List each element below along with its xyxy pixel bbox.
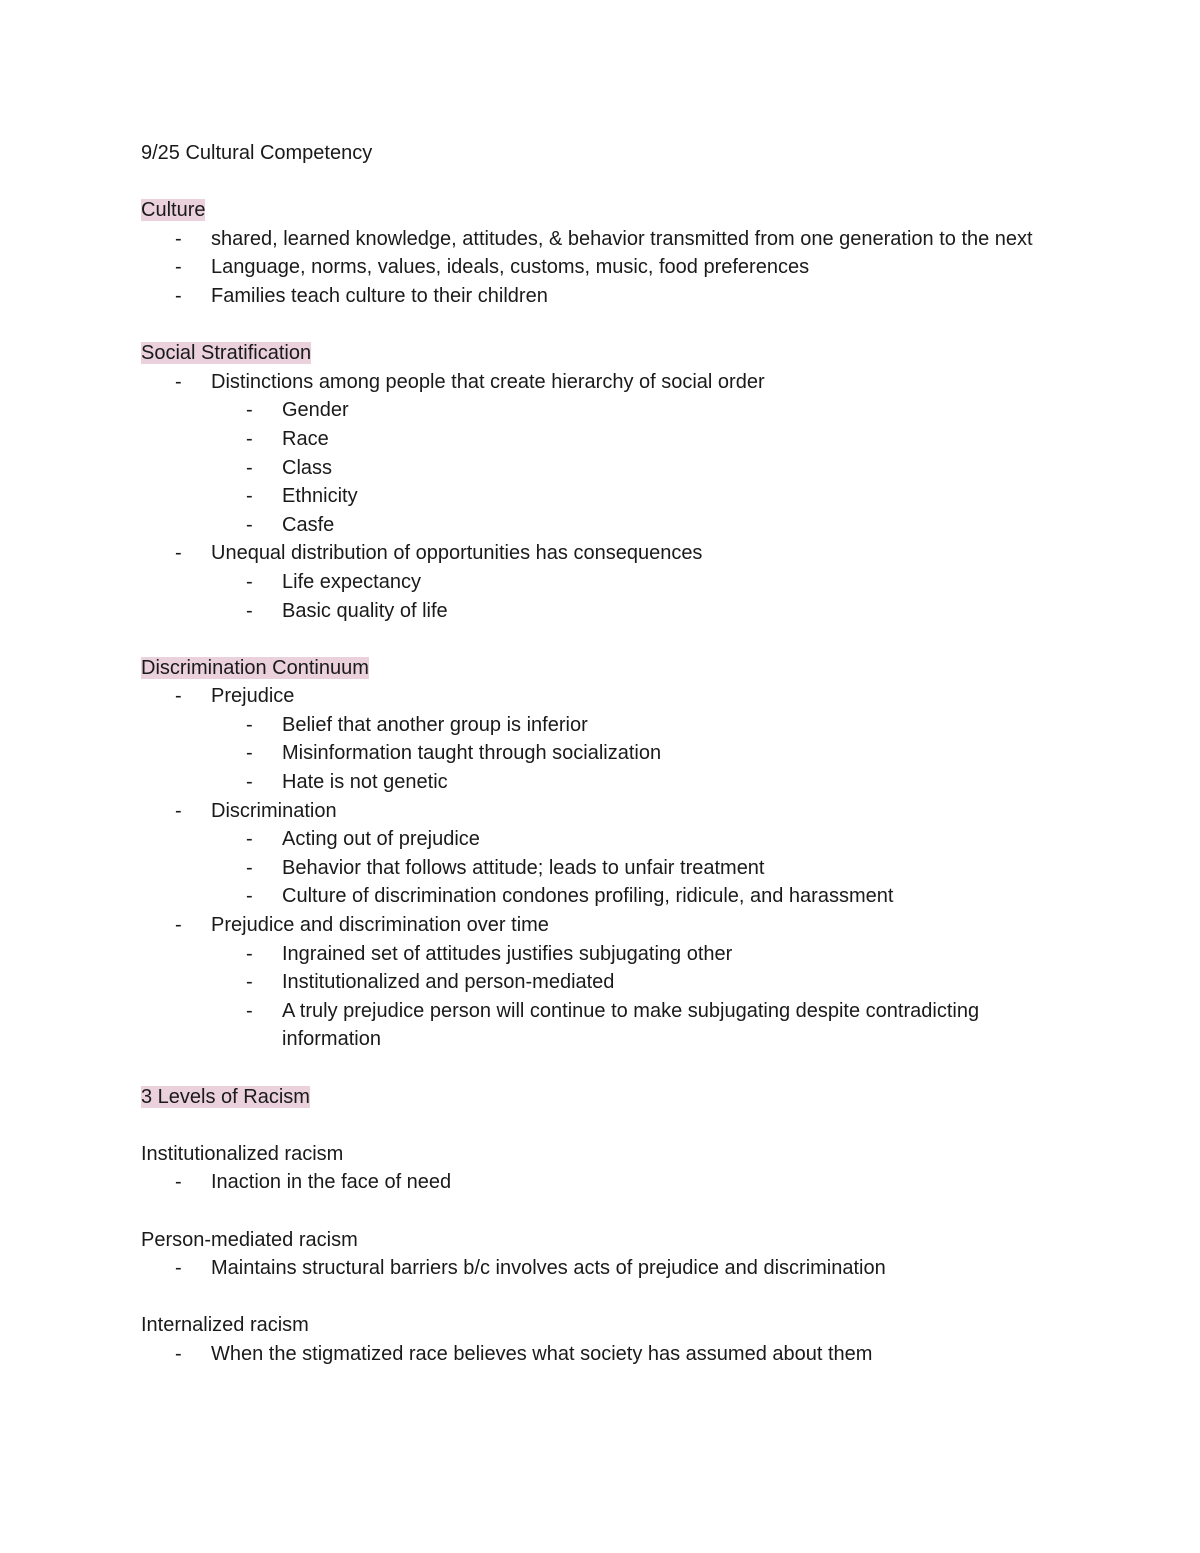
- section-heading-social-stratification: [141, 339, 1061, 368]
- sub-list-item: - Race: [141, 425, 1061, 454]
- list-item: - Distinctions among people that create hierarchy of social order: [141, 368, 1061, 397]
- list-item: - Unequal distribution of opportunities has consequences: [141, 539, 1061, 568]
- bullet-dash: -: [175, 227, 182, 250]
- bullet-dash: -: [175, 1342, 182, 1365]
- document-page: [141, 139, 1061, 1369]
- list-item: - shared, learned knowledge, attitudes, & behavior transmitted from one generation to the next: [141, 225, 1061, 254]
- list-item: - Prejudice: [141, 682, 1061, 711]
- bullet-dash: -: [246, 999, 253, 1022]
- heading-highlight: Culture: [141, 199, 206, 222]
- bullet-dash: -: [175, 1171, 182, 1194]
- heading-highlight: Discrimination Continuum: [141, 656, 369, 679]
- sub-list-item: - Belief that another group is inferior: [141, 711, 1061, 740]
- section-heading-culture: [141, 196, 1061, 225]
- list-item: - Maintains structural barriers b/c involves acts of prejudice and discrimination: [141, 1254, 1061, 1283]
- sub-list-item: - Gender: [141, 396, 1061, 425]
- blank-line: [141, 1054, 1061, 1083]
- heading-highlight: 3 Levels of Racism: [141, 1085, 310, 1108]
- blank-line: [141, 1197, 1061, 1226]
- bullet-dash: -: [246, 427, 253, 450]
- sub-list-item: - Misinformation taught through socialization: [141, 739, 1061, 768]
- list-item: - Inaction in the face of need: [141, 1168, 1061, 1197]
- bullet-dash: -: [246, 856, 253, 879]
- bullet-dash: -: [246, 456, 253, 479]
- blank-line: [141, 1111, 1061, 1140]
- sub-list-item: - Behavior that follows attitude; leads to unfair treatment: [141, 854, 1061, 883]
- bullet-dash: -: [246, 399, 253, 422]
- list-item: - Prejudice and discrimination over time: [141, 911, 1061, 940]
- bullet-dash: -: [246, 828, 253, 851]
- bullet-dash: -: [175, 370, 182, 393]
- sub-list-item: - Class: [141, 454, 1061, 483]
- blank-line: [141, 311, 1061, 340]
- section-heading-levels-of-racism: [141, 1083, 1061, 1112]
- bullet-dash: -: [175, 799, 182, 822]
- bullet-dash: -: [175, 685, 182, 708]
- bullet-dash: -: [246, 599, 253, 622]
- bullet-dash: -: [175, 256, 182, 279]
- bullet-dash: -: [175, 542, 182, 565]
- document-title: 9/25 Cultural Competency: [141, 142, 373, 164]
- sub-list-item: - Institutionalized and person-mediated: [141, 968, 1061, 997]
- bullet-dash: -: [246, 971, 253, 994]
- sub-list-item: - Ethnicity: [141, 482, 1061, 511]
- bullet-dash: -: [175, 914, 182, 937]
- sub-list-item: - Culture of discrimination condones profiling, ridicule, and harassment: [141, 882, 1061, 911]
- sub-list-item: - A truly prejudice person will continue to make subjugating despite contradicting information: [141, 997, 1061, 1054]
- heading-highlight: Social Stratification: [141, 342, 312, 365]
- bullet-dash: -: [175, 1257, 182, 1280]
- list-item: - When the stigmatized race believes what society has assumed about them: [141, 1340, 1061, 1369]
- bullet-dash: -: [246, 742, 253, 765]
- bullet-dash: -: [175, 284, 182, 307]
- section-heading-discrimination-continuum: [141, 654, 1061, 683]
- bullet-dash: -: [246, 570, 253, 593]
- bullet-dash: -: [246, 485, 253, 508]
- list-item: - Discrimination: [141, 797, 1061, 826]
- sub-list-item: - Life expectancy: [141, 568, 1061, 597]
- bullet-dash: -: [246, 771, 253, 794]
- racism-level-title: Person-mediated racism: [141, 1228, 358, 1251]
- blank-line: [141, 625, 1061, 654]
- bullet-dash: -: [246, 942, 253, 965]
- racism-level-title: Institutionalized racism: [141, 1142, 344, 1165]
- sub-list-item: - Hate is not genetic: [141, 768, 1061, 797]
- bullet-dash: -: [246, 713, 253, 736]
- sub-list-item: - Ingrained set of attitudes justifies subjugating other: [141, 940, 1061, 969]
- list-item: - Families teach culture to their children: [141, 282, 1061, 311]
- blank-line: [141, 168, 1061, 197]
- blank-line: [141, 1283, 1061, 1312]
- bullet-dash: -: [246, 885, 253, 908]
- list-item: - Language, norms, values, ideals, customs, music, food preferences: [141, 253, 1061, 282]
- sub-list-item: - Casfe: [141, 511, 1061, 540]
- sub-list-item: - Basic quality of life: [141, 597, 1061, 626]
- sub-list-item: - Acting out of prejudice: [141, 825, 1061, 854]
- bullet-dash: -: [246, 513, 253, 536]
- racism-level-title: Internalized racism: [141, 1314, 309, 1337]
